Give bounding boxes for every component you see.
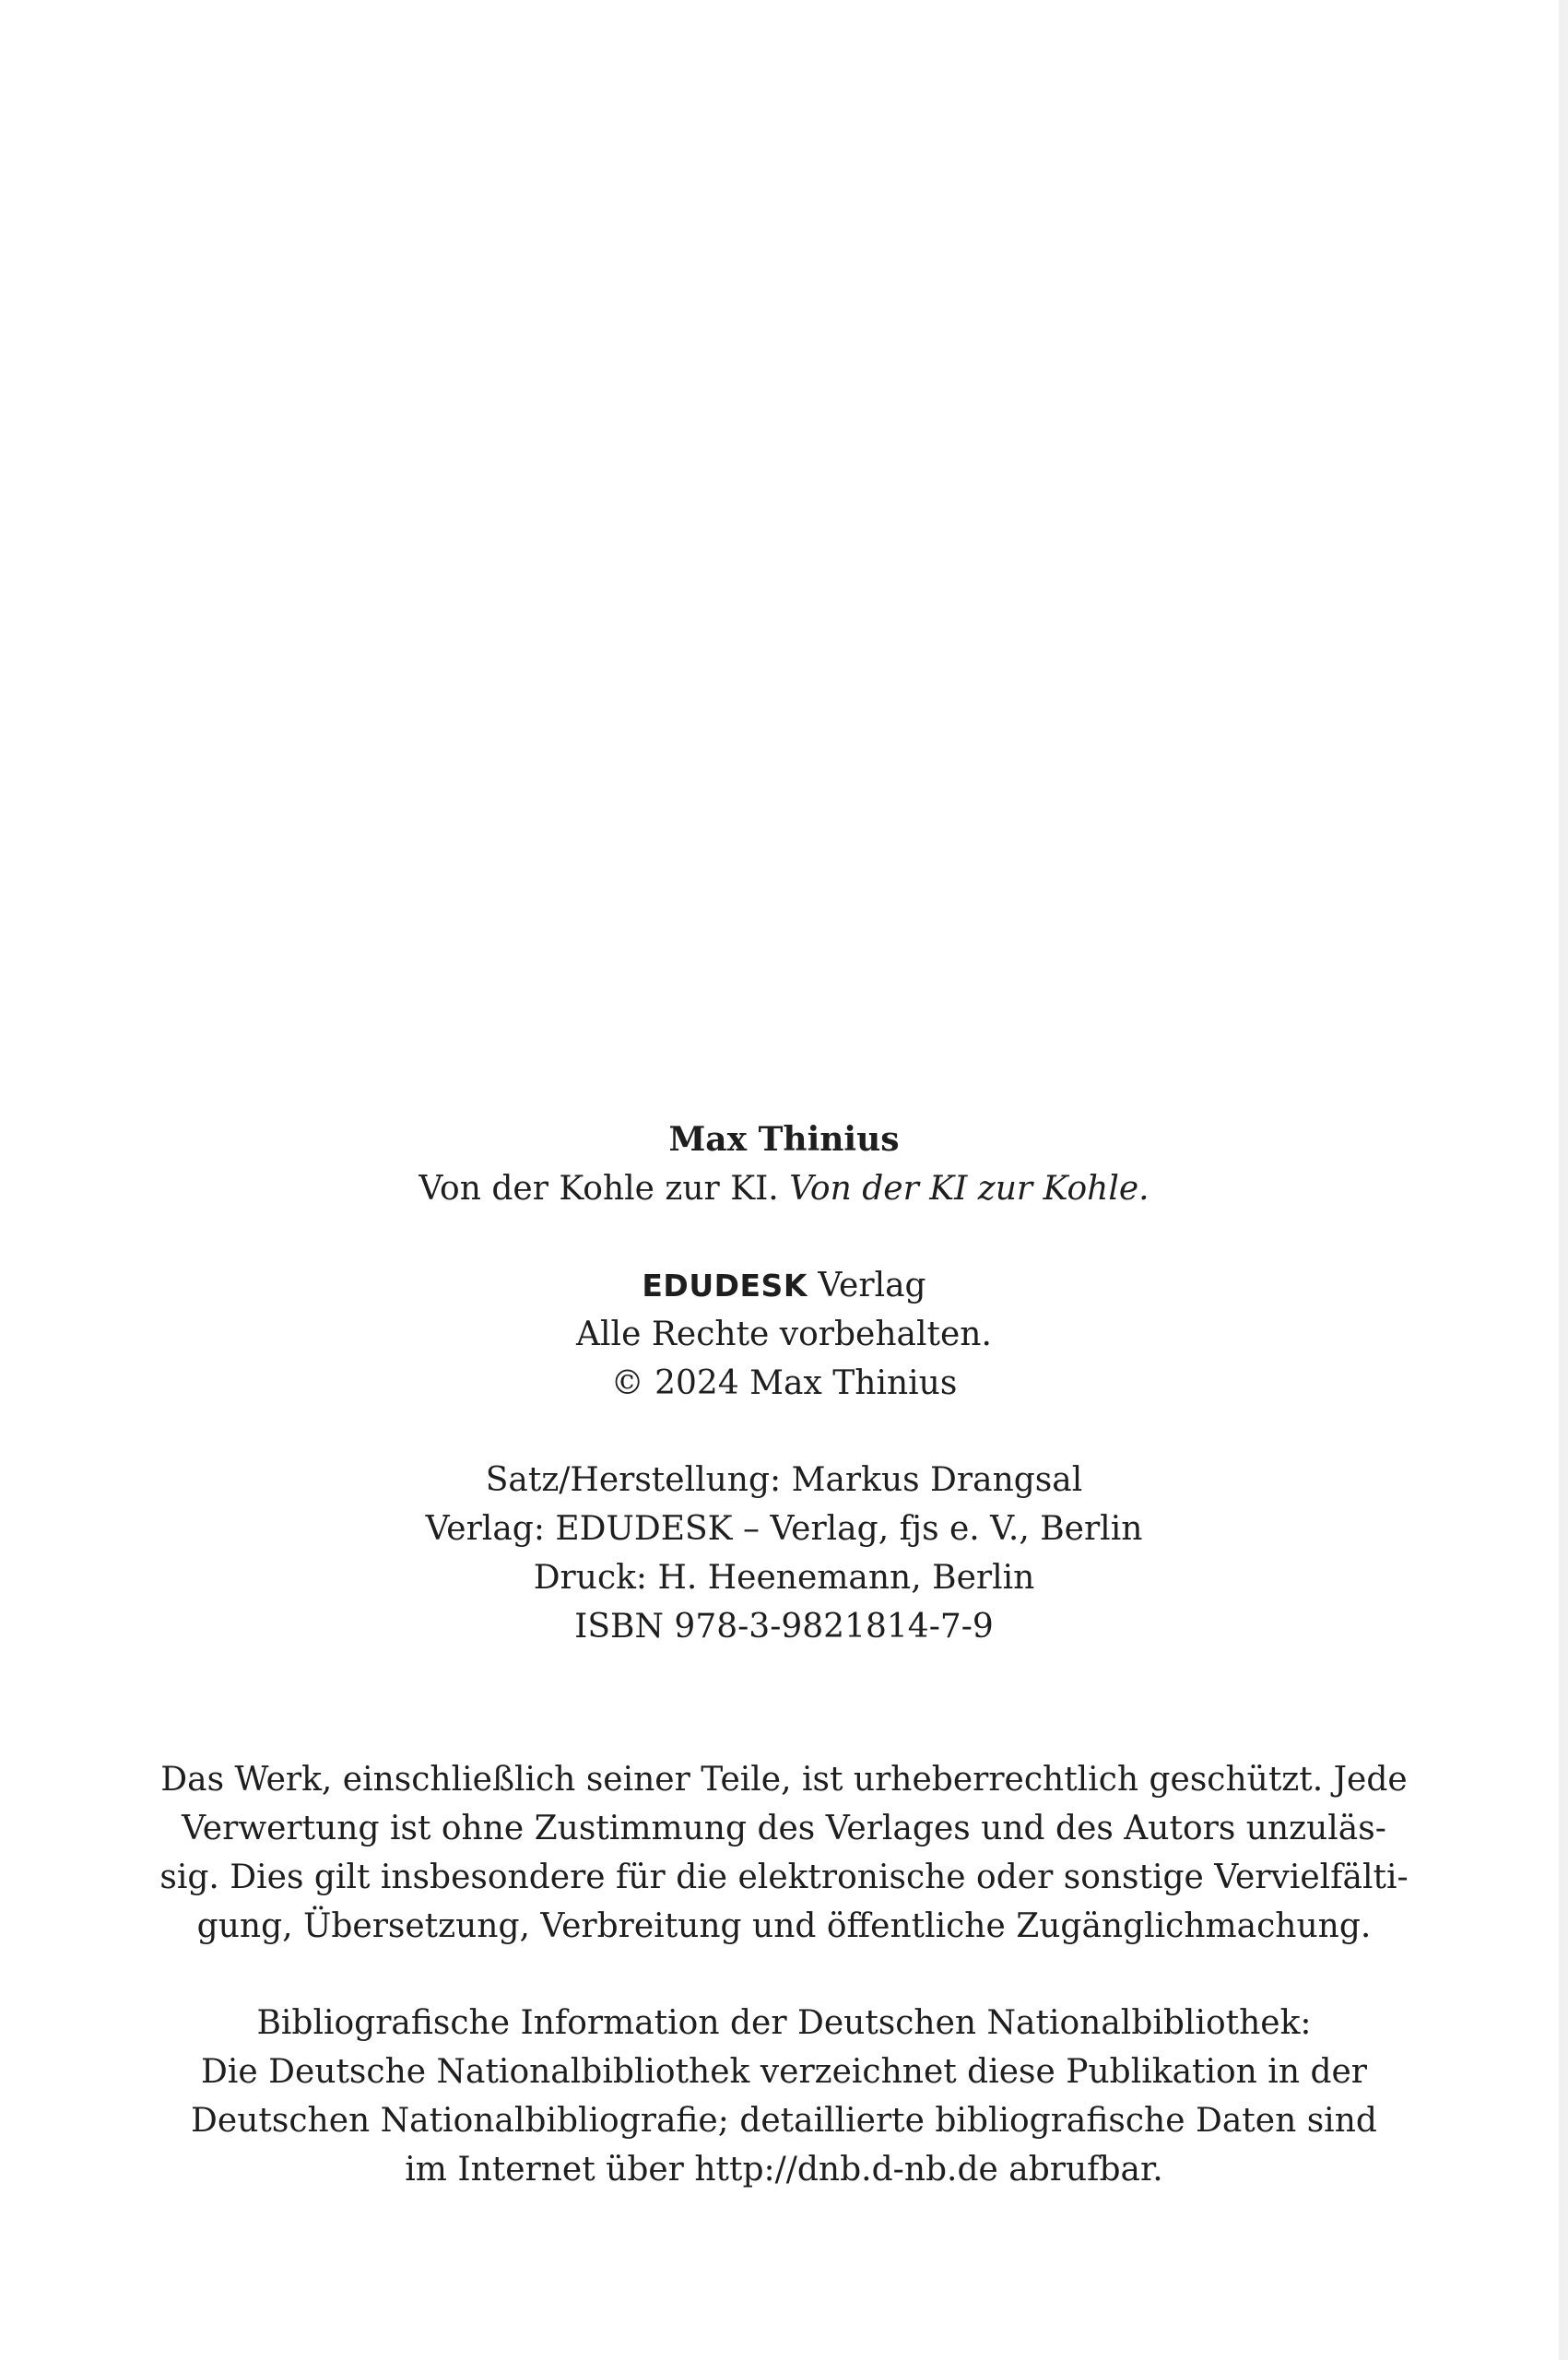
publisher-credit: Verlag: EDUDESK – Verlag, fjs e. V., Berlin (425, 1510, 1143, 1548)
spacer (0, 1213, 1568, 1261)
bibliographic-notice-line: Deutschen Nationalbibliografie; detaillierte bibliografische Daten sind (191, 2102, 1377, 2140)
book-subtitle: Von der KI zur Kohle. (789, 1170, 1149, 1208)
publisher-suffix: Verlag (818, 1267, 926, 1304)
copyright-notice-line: sig. Dies gilt insbesondere für die elektronische oder sonstige Vervielfälti- (159, 1858, 1409, 1896)
copyright-notice-line: Verwertung ist ohne Zustimmung des Verlages und des Autors unzuläs- (182, 1810, 1386, 1847)
imprint-block (0, 1115, 1568, 1651)
bibliographic-notice (0, 1999, 1568, 2194)
copyright-notice (0, 1755, 1568, 1951)
publisher-logo: EDUDESK (642, 1268, 808, 1304)
book-title-line (0, 1164, 1568, 1213)
author-name: Max Thinius (668, 1120, 900, 1159)
bibliographic-notice-line: Bibliografische Information der Deutschen Nationalbibliothek: (256, 2004, 1312, 2042)
page-edge-shadow (1559, 0, 1568, 2360)
copyright-notice-line: gung, Übersetzung, Verbreitung und öffentliche Zugänglichmachung. (196, 1907, 1372, 1945)
bibliographic-notice-line: im Internet über http://dnb.d-nb.de abrufbar. (405, 2151, 1163, 2189)
copyright-notice-line: Das Werk, einschließlich seiner Teile, ist urheberrechtlich geschützt. Jede (160, 1761, 1408, 1799)
publisher-line (0, 1261, 1568, 1310)
isbn: ISBN 978-3-9821814-7-9 (574, 1608, 994, 1646)
bibliographic-notice-line: Die Deutsche Nationalbibliothek verzeichnet diese Publikation in der (200, 2053, 1368, 2091)
rights-reserved: Alle Rechte vorbehalten. (576, 1316, 992, 1353)
book-title: Von der Kohle zur KI. (419, 1170, 779, 1208)
printing-credit: Druck: H. Heenemann, Berlin (533, 1559, 1035, 1597)
spacer (0, 1951, 1568, 1999)
copyright-line: © 2024 Max Thinius (610, 1364, 958, 1402)
typesetting-credit: Satz/Herstellung: Markus Drangsal (485, 1461, 1083, 1499)
legal-notices (0, 1755, 1568, 2194)
spacer (0, 1408, 1568, 1456)
